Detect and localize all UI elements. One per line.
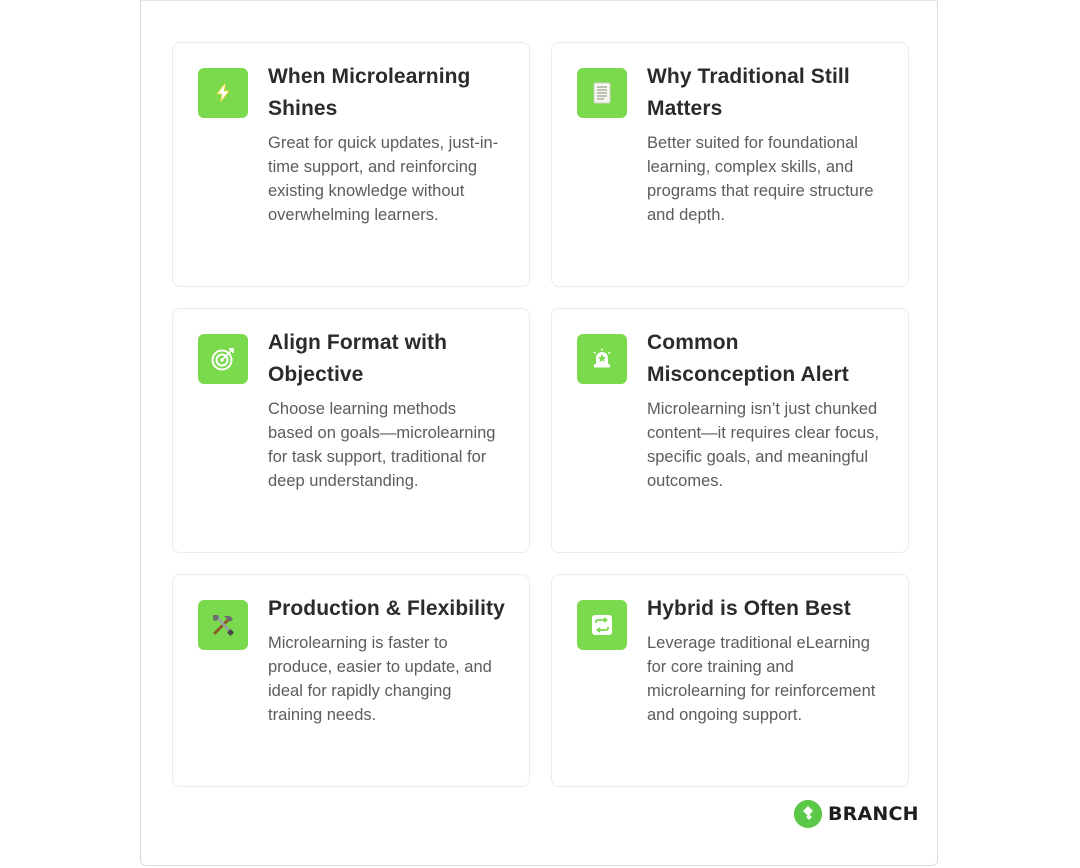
branch-logo [794, 800, 919, 828]
brand-name: BRANCH [828, 803, 919, 825]
tip-title: Common Misconception Alert [647, 331, 849, 386]
tip-card [172, 308, 530, 553]
branch-logo-mark-icon [794, 800, 822, 828]
tips-grid [172, 42, 909, 787]
repeat-icon [577, 600, 627, 650]
content-panel [140, 0, 938, 866]
tip-card [551, 574, 909, 787]
tip-card [172, 574, 530, 787]
target-icon [198, 334, 248, 384]
tip-title: Hybrid is Often Best [647, 597, 851, 620]
tip-description: Better suited for foundational learning, complex skills, and programs that require structure and depth. [647, 134, 874, 224]
tip-card [551, 308, 909, 553]
tip-card [172, 42, 530, 287]
tip-description: Leverage traditional eLearning for core training and microlearning for reinforcement and ongoing support. [647, 634, 876, 724]
tip-title: When Microlearning Shines [268, 65, 471, 120]
tip-card [551, 42, 909, 287]
tip-description: Choose learning methods based on goals—microlearning for task support, traditional for deep understanding. [268, 400, 496, 490]
tip-description: Microlearning isn’t just chunked content—it requires clear focus, specific goals, and meaningful outcomes. [647, 400, 880, 490]
tip-description: Microlearning is faster to produce, easier to update, and ideal for rapidly changing training needs. [268, 634, 492, 724]
alert-light-icon [577, 334, 627, 384]
tools-icon [198, 600, 248, 650]
lightning-icon [198, 68, 248, 118]
tip-title: Production & Flexibility [268, 597, 505, 620]
tip-title: Why Traditional Still Matters [647, 65, 850, 120]
tip-title: Align Format with Objective [268, 331, 448, 386]
tip-description: Great for quick updates, just-in-time support, and reinforcing existing knowledge without overwhelming learners. [268, 134, 499, 224]
document-icon [577, 68, 627, 118]
